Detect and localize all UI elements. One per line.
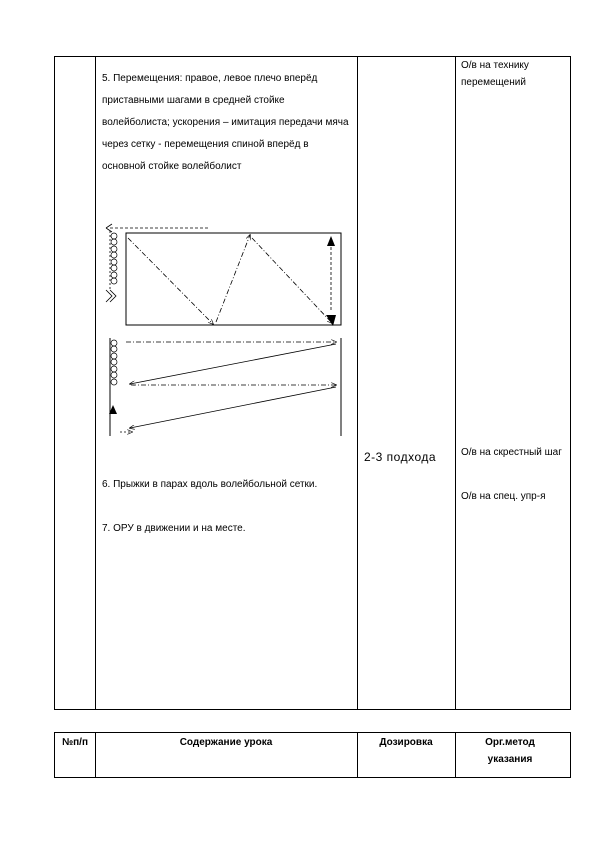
note-special: О/в на спец. упр-я: [461, 491, 546, 502]
exercise-6-text: 6. Прыжки в парах вдоль волейбольной сетки.: [102, 479, 318, 490]
column-divider: [357, 57, 358, 709]
header-dosage: Дозировка: [379, 737, 433, 748]
column-divider: [95, 57, 96, 709]
header-guidance: Орг.метод указания: [485, 737, 535, 765]
triangle-marker: [327, 236, 335, 246]
movement-diagram-zigzag: [98, 218, 350, 330]
players-column: [111, 233, 117, 284]
note-cross-step: О/в на скрестный шаг: [461, 447, 562, 458]
triangle-marker: [326, 315, 336, 326]
players-column: [111, 340, 117, 385]
header-content: Содержание урока: [179, 737, 273, 748]
exercise-7-text: 7. ОРУ в движении и на месте.: [102, 523, 246, 534]
exercise-5-text: 5. Перемещения: правое, левое плечо вперёд приставными шагами в средней стойке волейболиста; ускорения – имитация передачи мяча через сетку - перемещения спиной вперёд в основной стойке волейболист: [102, 73, 349, 172]
dosage-value: 2-3 подхода: [364, 450, 437, 464]
court-rectangle: [126, 233, 341, 325]
header-number: №п/п: [61, 737, 88, 748]
column-divider: [455, 733, 456, 777]
note-technique: О/в на технику перемещений: [461, 60, 529, 88]
column-divider: [455, 57, 456, 709]
movement-diagram-backward: [98, 334, 350, 440]
